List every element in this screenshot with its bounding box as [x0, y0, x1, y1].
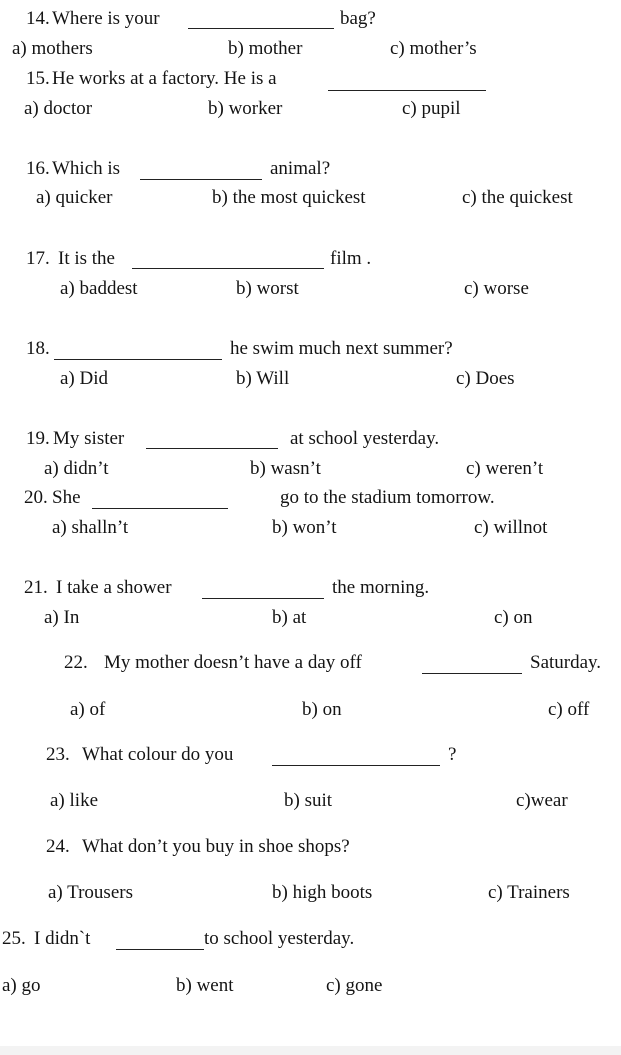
question-text: My sister [53, 428, 125, 449]
option-a: a) Did [60, 368, 109, 389]
question-number: 16. [26, 158, 50, 179]
question-text-after: film . [330, 248, 372, 269]
option-c: c) on [494, 607, 533, 628]
question-text: What don’t you buy in shoe shops? [82, 836, 350, 857]
page-bottom-edge [0, 1046, 621, 1055]
question-number: 24. [46, 836, 70, 857]
option-a: a) In [44, 607, 80, 628]
option-b: b) the most quickest [212, 187, 366, 208]
answer-blank [272, 765, 440, 766]
answer-blank [132, 268, 324, 269]
question-number: 25. [2, 928, 26, 949]
question-text: It is the [58, 248, 115, 269]
option-c: c) Trainers [488, 882, 570, 903]
question-text-after: go to the stadium tomorrow. [280, 487, 495, 508]
option-a: a) mothers [12, 38, 93, 59]
question-text-after: he swim much next summer? [230, 338, 453, 359]
option-c: c) off [548, 699, 590, 720]
question-text-after: bag? [340, 8, 376, 29]
option-b: b) mother [228, 38, 303, 59]
question-text-after: Saturday. [530, 652, 602, 673]
option-c: c) willnot [474, 517, 548, 538]
answer-blank [54, 359, 222, 360]
option-b: b) worker [208, 98, 283, 119]
option-a: a) go [2, 975, 41, 996]
option-c: c)wear [516, 790, 568, 811]
option-a: a) doctor [24, 98, 93, 119]
option-a: a) Trousers [48, 882, 133, 903]
answer-blank [188, 28, 334, 29]
question-number: 18. [26, 338, 50, 359]
answer-blank [116, 949, 204, 950]
option-b: b) wasn’t [250, 458, 321, 479]
question-text: He works at a factory. He is a [52, 68, 277, 89]
option-b: b) high boots [272, 882, 373, 903]
option-b: b) suit [284, 790, 333, 811]
question-text: I didn`t [34, 928, 91, 949]
option-c: c) weren’t [466, 458, 544, 479]
question-text: My mother doesn’t have a day off [104, 652, 362, 673]
option-a: a) baddest [60, 278, 138, 299]
option-a: a) quicker [36, 187, 113, 208]
option-b: b) went [176, 975, 234, 996]
option-c: c) worse [464, 278, 529, 299]
question-number: 19. [26, 428, 50, 449]
question-text: What colour do you [82, 744, 234, 765]
question-text: Where is your [52, 8, 160, 29]
option-a: a) of [70, 699, 106, 720]
question-text-after: ? [448, 744, 457, 765]
question-number: 17. [26, 248, 50, 269]
question-text-after: animal? [270, 158, 331, 179]
option-b: b) worst [236, 278, 299, 299]
option-c: c) gone [326, 975, 383, 996]
question-number: 20. [24, 487, 48, 508]
question-text: I take a shower [56, 577, 172, 598]
option-c: c) Does [456, 368, 515, 389]
question-number: 15. [26, 68, 50, 89]
answer-blank [422, 673, 522, 674]
question-text-after: at school yesterday. [290, 428, 440, 449]
option-b: b) on [302, 699, 342, 720]
option-a: a) shalln’t [52, 517, 129, 538]
question-number: 21. [24, 577, 48, 598]
question-number: 14. [26, 8, 50, 29]
option-a: a) didn’t [44, 458, 109, 479]
answer-blank [140, 179, 262, 180]
option-b: b) at [272, 607, 307, 628]
option-c: c) mother’s [390, 38, 477, 59]
answer-blank [202, 598, 324, 599]
option-c: c) pupil [402, 98, 461, 119]
question-text: Which is [52, 158, 121, 179]
option-c: c) the quickest [462, 187, 573, 208]
option-b: b) Will [236, 368, 290, 389]
question-number: 22. [64, 652, 88, 673]
option-a: a) like [50, 790, 99, 811]
question-text: She [52, 487, 81, 508]
question-text-after: the morning. [332, 577, 430, 598]
answer-blank [328, 90, 486, 91]
option-b: b) won’t [272, 517, 337, 538]
question-text-after: to school yesterday. [204, 928, 355, 949]
answer-blank [92, 508, 228, 509]
answer-blank [146, 448, 278, 449]
question-number: 23. [46, 744, 70, 765]
